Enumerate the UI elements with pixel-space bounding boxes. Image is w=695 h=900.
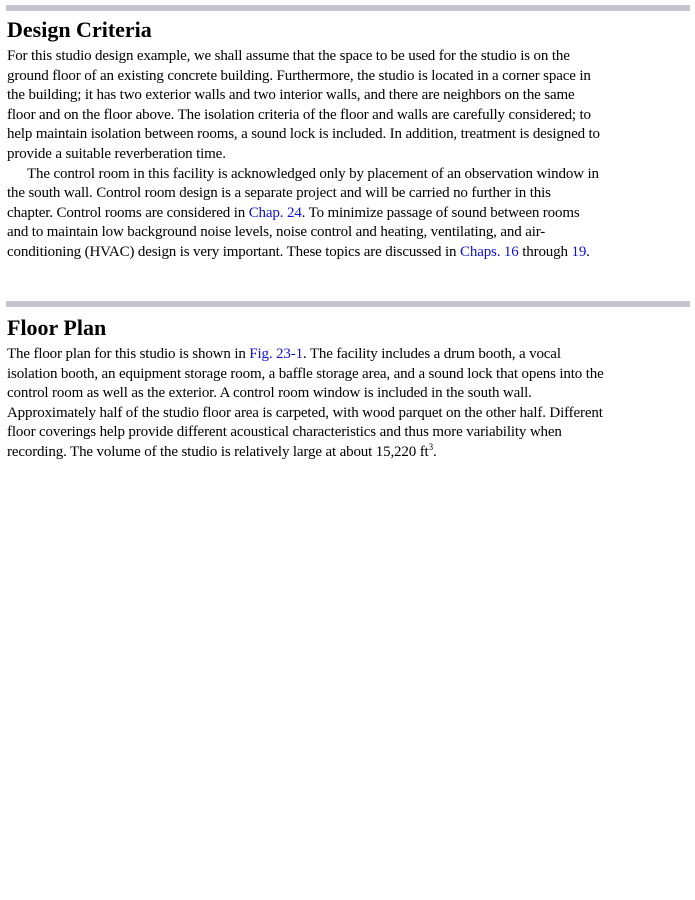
paragraph-line: For this studio design example, we shall assume that the space to be used for the studio is on the <box>7 48 570 64</box>
text-run: . <box>586 243 590 260</box>
paragraph-line: provide a suitable reverberation time. <box>7 145 226 162</box>
link-chap-24[interactable]: Chap. 24 <box>248 204 302 221</box>
paragraph-line: floor coverings help provide different acoustical characteristics and thus more variability when <box>7 424 562 441</box>
text-run: . <box>432 443 437 460</box>
link-chaps-16[interactable]: Chaps. 16 <box>459 243 519 260</box>
paragraph-line: control room as well as the exterior. A control room window is included in the south wall. <box>7 385 532 402</box>
paragraph-line: isolation booth, an equipment storage room, a baffle storage area, and a sound lock that opens into the <box>7 365 604 382</box>
paragraph-line <box>7 243 691 263</box>
paragraph-line: the building; it has two exterior walls and two interior walls, and there are neighbors on the same <box>7 87 575 104</box>
paragraph-line <box>7 443 691 463</box>
text-run: chapter. Control rooms are considered in <box>7 204 249 221</box>
paragraph-line: the south wall. Control room design is a separate project and will be carried no further in this <box>7 185 551 202</box>
paragraph-line: help maintain isolation between rooms, a sound lock is included. In addition, treatment is designed to <box>7 126 600 143</box>
paragraph-line: The control room in this facility is acknowledged only by placement of an observation window in <box>27 165 599 182</box>
heading-floor-plan: Floor Plan <box>7 315 107 340</box>
text-run: recording. The volume of the studio is relatively large at about 15,220 ft <box>7 443 429 460</box>
link-fig-23-1[interactable]: Fig. 23-1 <box>249 346 303 362</box>
paragraph-line: floor and on the floor above. The isolation criteria of the floor and walls are carefully considered; to <box>7 106 591 123</box>
floor-plan-text <box>7 345 691 463</box>
text-run: . The facility includes a drum booth, a vocal <box>302 346 561 362</box>
paragraph-line: ground floor of an existing concrete building. Furthermore, the studio is located in a corner space in <box>7 67 591 84</box>
text-run: The floor plan for this studio is shown in <box>7 346 250 362</box>
paragraph-line: Approximately half of the studio floor area is carpeted, with wood parquet on the other half. Different <box>7 404 603 421</box>
paragraph-line <box>7 204 691 224</box>
design-criteria-text <box>7 47 691 263</box>
link-chap-19[interactable]: 19 <box>571 243 587 260</box>
heading-design-criteria: Design Criteria <box>7 17 152 42</box>
superscript-3: 3 <box>428 441 433 452</box>
text-run: conditioning (HVAC) design is very important. These topics are discussed in <box>7 243 460 260</box>
text-run: through <box>518 243 572 260</box>
section-divider <box>6 301 690 307</box>
top-divider <box>6 5 690 11</box>
paragraph-line <box>7 345 691 365</box>
text-run: . To minimize passage of sound between rooms <box>301 204 580 221</box>
paragraph-line: and to maintain low background noise levels, noise control and heating, ventilating, and air- <box>7 224 546 241</box>
